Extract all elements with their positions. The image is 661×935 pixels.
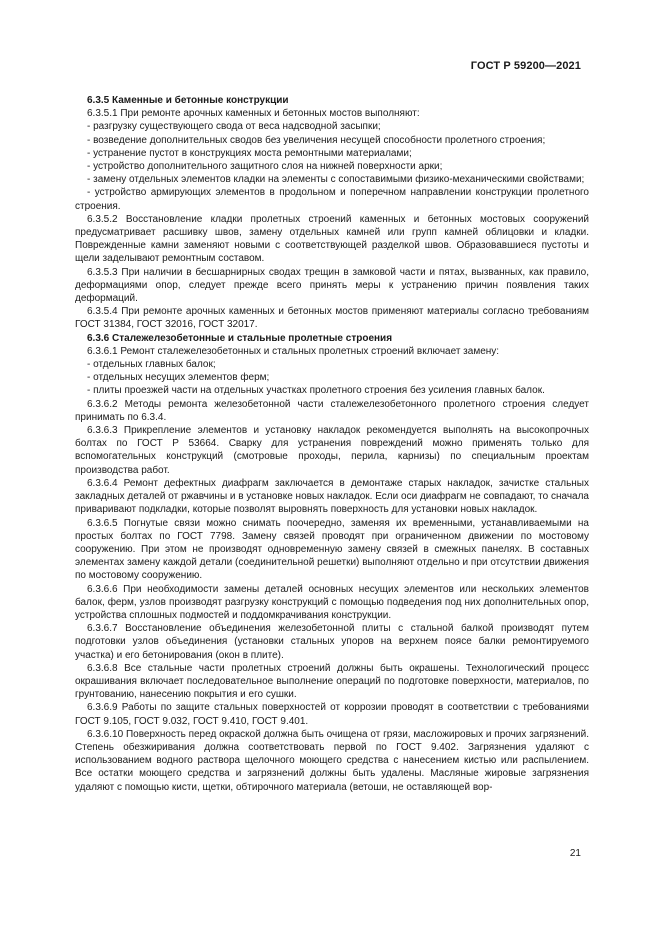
- paragraph: 6.3.5.3 При наличии в бесшарнирных сводах трещин в замковой части и пятах, вызванных, как правило, деформациями опор, следует прежде всего принять меры к устранению причин появления таких деформаций.: [75, 266, 589, 305]
- paragraph: 6.3.6.1 Ремонт сталежелезобетонных и стальных пролетных строений включает замену:: [87, 345, 500, 357]
- paragraph: 6.3.6.7 Восстановление объединения железобетонной плиты с стальной балкой производят путем подготовки узлов объединения (установки стальных упоров на верхнем поясе балки ремонтируемого участка) и его бетонирования (окон в плите).: [75, 623, 589, 661]
- paragraph: 6.3.6.10 Поверхность перед окраской должна быть очищена от грязи, масложировых и прочих загрязнений. Степень обезжиривания должна соответствовать первой по ГОСТ 9.402. Загрязнения удаляют с использованием водного раствора щелочного моющего средства с нанесением кистью или распылением. Все остатки моющего средства и загрязнений должны быть удалены. Масляные жировые загрязнения удаляют с помощью кисти, щетки, обтирочного материала (ветоши, не оставляющей вор-: [75, 728, 589, 793]
- paragraph: 6.3.6.2 Методы ремонта железобетонной части сталежелезобетонного пролетного строения следует принимать по 6.3.4.: [75, 398, 589, 423]
- page-number: 21: [569, 848, 581, 859]
- list-item: - разгрузку существующего свода от веса надсводной засыпки;: [87, 121, 381, 133]
- document-id-header: ГОСТ Р 59200—2021: [470, 60, 581, 72]
- paragraph: 6.3.6.6 При необходимости замены деталей основных несущих элементов или нескольких элементов балок, ферм, узлов производят разгрузку конструкций с помощью подведения под них дополнительных опор, устройства сплошных подмостей и поддомкрачивания конструкции.: [75, 583, 589, 621]
- paragraph: 6.3.6.9 Работы по защите стальных поверхностей от коррозии проводят в соответствии с требованиями ГОСТ 9.105, ГОСТ 9.032, ГОСТ 9.410, ГОСТ 9.401.: [75, 702, 589, 727]
- document-body: [75, 94, 589, 794]
- paragraph: 6.3.6.3 Прикрепление элементов и установку накладок рекомендуется выполнять на высокопрочных болтах по ГОСТ Р 53664. Сварку для устранения повреждений можно применять только для вспомогательных конструкций (смотровые проходы, перила, карнизы) по специальным проектам производства работ.: [75, 425, 589, 476]
- list-item: - плиты проезжей части на отдельных участках пролетного строения без усиления главных балок.: [87, 385, 545, 397]
- paragraph: 6.3.6.8 Все стальные части пролетных строений должны быть окрашены. Технологический процесс окрашивания включает последовательное выполнение операций по подготовке поверхности, материалов, по грунтованию, нанесению покрытия и его сушки.: [75, 662, 589, 701]
- paragraph: 6.3.5.4 При ремонте арочных каменных и бетонных мостов применяют материалы согласно требованиям ГОСТ 31384, ГОСТ 32016, ГОСТ 32017.: [75, 306, 589, 331]
- section-heading: 6.3.5 Каменные и бетонные конструкции: [87, 95, 289, 106]
- paragraph: 6.3.6.5 Погнутые связи можно снимать поочередно, заменяя их временными, устанавливаемыми на простых болтах по ГОСТ 7798. Замену связей проводят при ограниченном движении по мостовому сооружению. При этом не производят одновременную замену связей в смежных панелях. В составных элементах замену каждой детали (соединительной решетки) выполняют отдельно и при отсутствии движения по мостовому сооружению.: [75, 517, 589, 582]
- list-item: - отдельных несущих элементов ферм;: [87, 372, 270, 384]
- section-heading: 6.3.6 Сталежелезобетонные и стальные пролетные строения: [87, 332, 393, 344]
- paragraph: 6.3.5.2 Восстановление кладки пролетных строений каменных и бетонных мостовых сооружений предусматривает расшивку швов, замену отдельных камней или групп камней облицовки и кладки. Поврежденные камни заменяют новыми с соответствующей разделкой швов. Образовавшиеся пустоты и щели заделывают ремонтным составом.: [75, 213, 589, 265]
- paragraph: 6.3.6.4 Ремонт дефектных диафрагм заключается в демонтаже старых накладок, зачистке стальных закладных деталей от ржавчины и в установке новых накладок. Если оси диафрагм не совпадают, то сначала приваривают подкладки, которые позволят выровнять поверхность для установки новых накладок.: [75, 477, 589, 516]
- list-item: - возведение дополнительных сводов без увеличения несущей способности пролетного строения;: [87, 134, 546, 146]
- list-item: - устройство армирующих элементов в продольном и поперечном направлении конструкции пролетного строения.: [75, 187, 589, 212]
- list-item: - отдельных главных балок;: [87, 359, 216, 371]
- list-item: - устранение пустот в конструкциях моста ремонтными материалами;: [87, 147, 412, 159]
- list-item: - устройство дополнительного защитного слоя на нижней поверхности арки;: [87, 161, 443, 173]
- list-item: - замену отдельных элементов кладки на элементы с сопоставимыми физико-механическими свойствами;: [87, 174, 585, 186]
- paragraph: 6.3.5.1 При ремонте арочных каменных и бетонных мостов выполняют:: [87, 108, 420, 120]
